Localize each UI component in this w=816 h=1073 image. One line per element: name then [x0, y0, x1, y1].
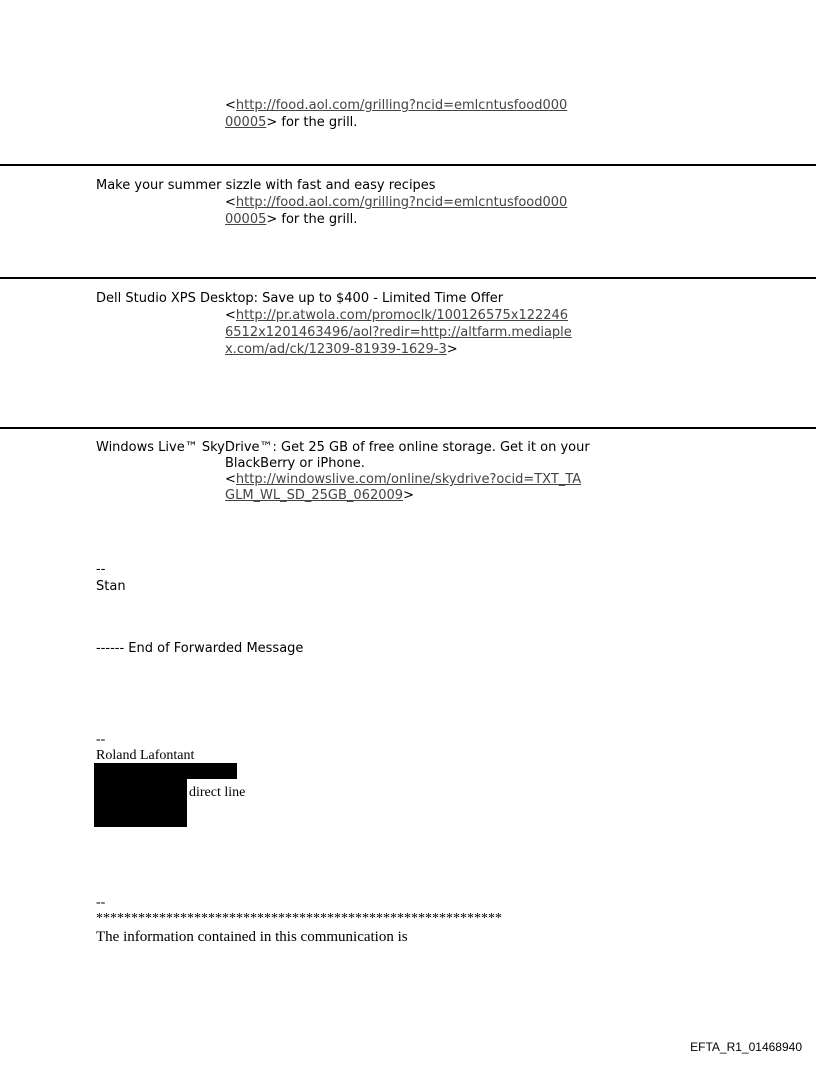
block3-link-line1	[225, 308, 568, 324]
block1-link-line2	[225, 115, 357, 131]
aol-grilling-link-2[interactable]: http://food.aol.com/grilling?ncid=emlcntusfood000	[235, 195, 568, 210]
block2-headline: Make your summer sizzle with fast and easy recipes	[96, 178, 436, 193]
document-id: EFTA_R1_01468940	[690, 1040, 802, 1054]
block3-link-line3	[225, 342, 458, 358]
lt-symbol: <	[225, 308, 236, 323]
block1-tail: > for the grill.	[266, 115, 358, 130]
disclaimer-text: The information contained in this communication is	[96, 929, 408, 945]
lt-symbol: <	[225, 472, 236, 487]
block4-link-line2	[225, 488, 414, 504]
block2-link-line1	[225, 195, 567, 211]
divider-1	[0, 164, 816, 166]
redaction-box-1	[94, 763, 237, 779]
signature2-dashes: --	[96, 732, 106, 747]
redaction-box-2	[94, 779, 187, 827]
gt-symbol: >	[403, 488, 414, 503]
divider-3	[0, 427, 816, 429]
end-forwarded-message: ------ End of Forwarded Message	[96, 641, 304, 656]
lt-symbol: <	[225, 195, 236, 210]
skydrive-link[interactable]: http://windowslive.com/online/skydrive?ocid=TXT_TA	[235, 472, 582, 487]
signature-dashes: --	[96, 562, 106, 577]
block4-headline: Windows Live™ SkyDrive™: Get 25 GB of free online storage. Get it on your	[96, 440, 590, 455]
dell-promo-link-cont[interactable]: 6512x1201463496/aol?redir=http://altfarm.mediaple	[225, 325, 572, 340]
signature2-name: Roland Lafontant	[96, 748, 195, 763]
block2-tail: > for the grill.	[266, 212, 358, 227]
block4-link-line1	[225, 472, 581, 488]
aol-grilling-link-2-cont[interactable]: 00005	[225, 212, 267, 227]
block3-link-line2	[225, 325, 572, 341]
aol-grilling-link[interactable]: http://food.aol.com/grilling?ncid=emlcntusfood000	[235, 98, 568, 113]
dell-promo-link[interactable]: http://pr.atwola.com/promoclk/100126575x122246	[235, 308, 569, 323]
block3-headline: Dell Studio XPS Desktop: Save up to $400 - Limited Time Offer	[96, 291, 504, 306]
signature-name: Stan	[96, 579, 126, 594]
skydrive-link-cont[interactable]: GLM_WL_SD_25GB_062009	[225, 488, 404, 503]
block1-link-line1	[225, 98, 567, 114]
block2-link-line2	[225, 212, 357, 228]
dell-promo-link-cont2[interactable]: x.com/ad/ck/12309-81939-1629-3	[225, 342, 447, 357]
disclaimer-dashes: --	[96, 895, 106, 910]
aol-grilling-link-cont[interactable]: 00005	[225, 115, 267, 130]
divider-2	[0, 277, 816, 279]
disclaimer-stars: **********************************************************	[96, 911, 502, 926]
lt-symbol: <	[225, 98, 236, 113]
gt-symbol: >	[446, 342, 458, 357]
direct-line-label: direct line	[189, 785, 246, 800]
block4-line2: BlackBerry or iPhone.	[225, 456, 365, 471]
